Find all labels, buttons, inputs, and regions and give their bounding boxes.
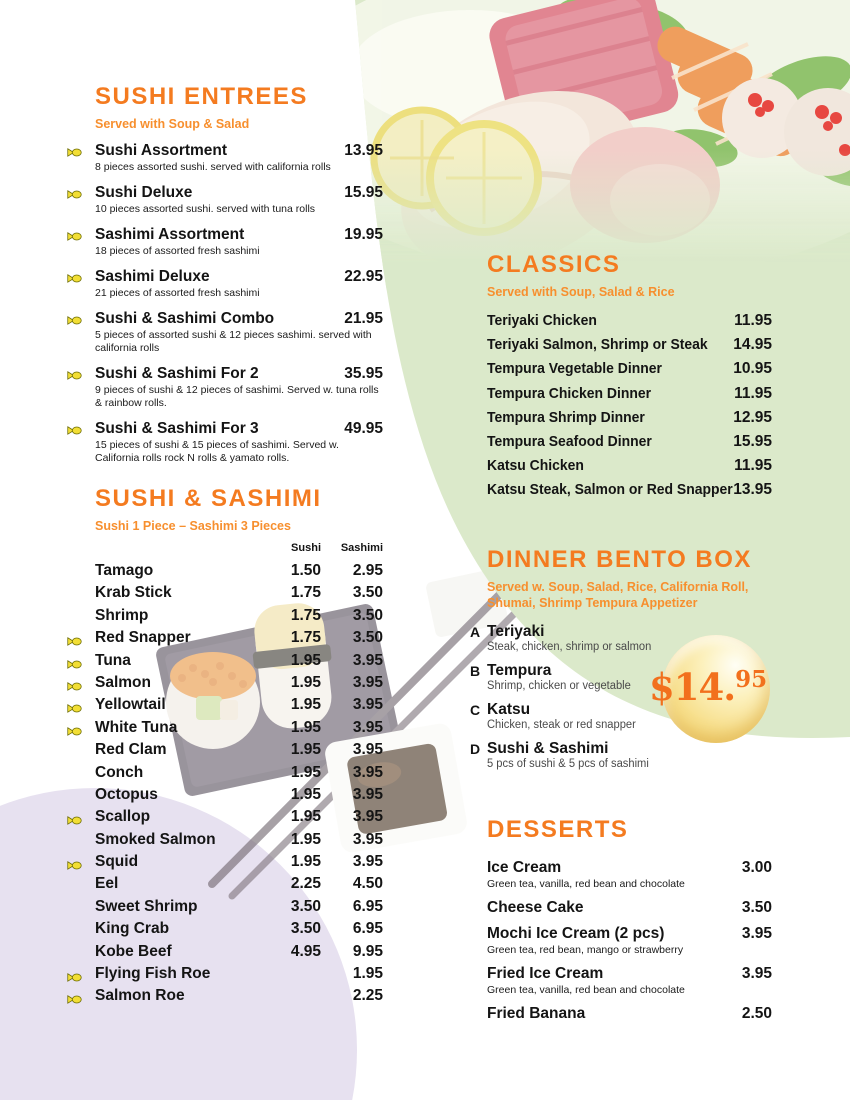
item-letter: D xyxy=(470,741,481,757)
sushi-price: 2.25 xyxy=(290,875,321,893)
section-desserts xyxy=(487,817,772,1031)
item-price: 13.95 xyxy=(733,481,772,499)
item-letter: B xyxy=(470,663,481,679)
section-dinner-bento-box xyxy=(470,547,772,779)
sushi-price: 4.95 xyxy=(290,942,321,960)
item-name: Octopus xyxy=(95,785,158,803)
sashimi-price: 2.95 xyxy=(352,562,383,579)
menu-item-row xyxy=(65,184,383,216)
item-description: Green tea, red bean, mango or strawberry xyxy=(487,944,684,956)
item-description: 18 pieces of assorted fresh sashimi xyxy=(95,245,260,257)
sashimi-price: 3.50 xyxy=(352,584,383,602)
sashimi-price: 4.50 xyxy=(352,875,383,893)
item-name: Smoked Salmon xyxy=(95,830,216,848)
item-description: 10 pieces assorted sushi. served with tuna rolls xyxy=(95,203,316,215)
section-subtitle: Served with Soup & Salad xyxy=(95,117,250,131)
item-name: Mochi Ice Cream (2 pcs) xyxy=(487,925,665,942)
menu-item-row xyxy=(65,943,383,965)
item-price: 12.95 xyxy=(733,408,772,426)
sushi-price: 1.95 xyxy=(290,651,321,669)
item-name: King Crab xyxy=(95,920,170,938)
sushi-price: 1.95 xyxy=(290,808,321,826)
item-price: 3.00 xyxy=(741,859,772,876)
sashimi-price: 3.95 xyxy=(352,808,383,826)
menu-item-row xyxy=(487,457,772,481)
item-description: 9 pieces of sushi & 12 pieces of sashimi. Served w. tuna rolls & rainbow rolls. xyxy=(95,384,379,409)
sushi-price: 1.75 xyxy=(290,629,321,647)
section-subtitle: Served w. Soup, Salad, Rice, California Roll, Shumai, Shrimp Tempura Appetizer xyxy=(487,580,749,610)
menu-item-row xyxy=(487,925,772,957)
item-price: 2.50 xyxy=(741,1005,772,1022)
sashimi-price: 3.95 xyxy=(352,696,383,714)
item-description: Chicken, steak or red snapper xyxy=(487,719,636,731)
item-name: Tempura Chicken Dinner xyxy=(487,384,652,402)
fish-icon xyxy=(67,858,82,869)
item-price: 15.95 xyxy=(733,432,772,450)
menu-item-row xyxy=(65,226,383,258)
fish-icon xyxy=(67,992,82,1003)
price-columns-header xyxy=(65,542,383,562)
section-subtitle: Sushi 1 Piece – Sashimi 3 Pieces xyxy=(95,519,291,533)
item-name: Sushi & Sashimi For 3 xyxy=(95,420,259,437)
menu-item-row xyxy=(487,859,772,891)
item-name: Krab Stick xyxy=(95,584,172,602)
item-price: 15.95 xyxy=(344,184,383,201)
menu-item-row xyxy=(65,965,383,987)
item-name: Yellowtail xyxy=(95,696,166,714)
menu-item-row xyxy=(65,142,383,174)
menu-item-row xyxy=(487,481,772,505)
item-name: Katsu Steak, Salmon or Red Snapper xyxy=(487,481,733,499)
item-description: Green tea, vanilla, red bean and chocolate xyxy=(487,984,685,996)
item-name: Shrimp xyxy=(95,606,149,624)
fish-icon xyxy=(67,970,82,981)
sashimi-price: 3.95 xyxy=(352,673,383,691)
sushi-price: 1.95 xyxy=(290,763,321,781)
section-title: SUSHI ENTREES xyxy=(95,83,308,110)
item-name: Fried Ice Cream xyxy=(487,965,604,982)
item-name: Tempura Seafood Dinner xyxy=(487,432,652,450)
item-name: White Tuna xyxy=(95,718,178,736)
section-title: DESSERTS xyxy=(487,816,629,843)
menu-item-row xyxy=(65,853,383,875)
sashimi-price: 1.95 xyxy=(352,965,383,983)
bento-price-text xyxy=(649,665,767,709)
item-name: Teriyaki Salmon, Shrimp or Steak xyxy=(487,336,708,354)
item-name: Conch xyxy=(95,763,144,781)
item-name: Sashimi Assortment xyxy=(95,226,245,243)
item-price: 11.95 xyxy=(734,457,772,475)
fish-icon xyxy=(67,657,82,668)
fish-icon xyxy=(67,701,82,712)
item-name: Fried Banana xyxy=(487,1005,586,1022)
menu-item-row xyxy=(65,898,383,920)
section-sushi-entrees xyxy=(65,84,383,475)
item-name: Teriyaki Chicken xyxy=(487,312,597,329)
menu-item-row xyxy=(470,740,772,771)
item-name: Sushi Assortment xyxy=(95,142,228,159)
item-description: Steak, chicken, shrimp or salmon xyxy=(487,641,652,653)
menu-item-row xyxy=(65,920,383,942)
sushi-price: 3.50 xyxy=(290,920,321,938)
item-description: Shrimp, chicken or vegetable xyxy=(487,680,631,692)
menu-item-row xyxy=(65,741,383,763)
sushi-price: 1.95 xyxy=(290,830,321,848)
item-name: Sushi & Sashimi Combo xyxy=(95,310,275,327)
sushi-price: 1.95 xyxy=(290,741,321,759)
item-description: 5 pcs of sushi & 5 pcs of sashimi xyxy=(487,758,649,770)
item-name: Tempura Shrimp Dinner xyxy=(487,408,645,426)
fish-icon xyxy=(67,634,82,645)
sushi-price: 1.95 xyxy=(290,696,321,714)
item-description: 15 pieces of sushi & 15 pieces of sashimi. Served w. California rolls rock N rolls & yamato rolls. xyxy=(95,439,339,464)
item-price: 21.95 xyxy=(344,310,383,327)
sashimi-price: 3.95 xyxy=(352,763,383,781)
item-name: Tamago xyxy=(95,562,154,579)
fish-icon xyxy=(67,271,82,282)
item-name: Tempura xyxy=(487,662,552,679)
column-header-sushi: Sushi xyxy=(291,542,321,554)
sashimi-price: 6.95 xyxy=(352,897,383,915)
fish-icon xyxy=(67,724,82,735)
menu-item-row xyxy=(487,409,772,433)
sashimi-price: 3.95 xyxy=(352,853,383,871)
fish-icon xyxy=(67,187,82,198)
section-title: SUSHI & SASHIMI xyxy=(95,485,322,512)
item-description: Green tea, vanilla, red bean and chocolate xyxy=(487,878,685,890)
fish-icon xyxy=(67,423,82,434)
item-description: 8 pieces assorted sushi. served with california rolls xyxy=(95,161,331,173)
menu-item-row xyxy=(65,420,383,465)
item-name: Red Snapper xyxy=(95,629,191,647)
item-name: Scallop xyxy=(95,808,151,826)
menu-item-row xyxy=(470,623,772,654)
item-name: Salmon xyxy=(95,673,151,691)
menu-item-row xyxy=(65,562,383,584)
sushi-price: 1.50 xyxy=(290,562,321,579)
menu-item-row xyxy=(487,360,772,384)
menu-item-row xyxy=(65,674,383,696)
menu-item-row xyxy=(65,607,383,629)
section-classics xyxy=(487,252,772,506)
sushi-price: 1.95 xyxy=(290,853,321,871)
item-name: Sweet Shrimp xyxy=(95,897,198,915)
item-name: Tempura Vegetable Dinner xyxy=(487,360,662,378)
fish-icon xyxy=(67,679,82,690)
section-title: DINNER BENTO BOX xyxy=(487,546,752,573)
item-name: Sushi & Sashimi xyxy=(487,740,609,757)
menu-item-row xyxy=(487,899,772,917)
menu-item-row xyxy=(65,629,383,651)
section-title: CLASSICS xyxy=(487,251,621,278)
item-name: Squid xyxy=(95,853,139,871)
sushi-price: 3.50 xyxy=(290,897,321,915)
item-price: 11.95 xyxy=(734,384,772,402)
sashimi-price: 6.95 xyxy=(352,920,383,938)
sashimi-price: 9.95 xyxy=(352,942,383,960)
item-name: Red Clam xyxy=(95,741,167,759)
item-price: 22.95 xyxy=(344,268,383,285)
item-price: 11.95 xyxy=(734,312,772,329)
item-name: Cheese Cake xyxy=(487,899,584,916)
fish-icon xyxy=(67,313,82,324)
sashimi-price: 3.95 xyxy=(352,651,383,669)
menu-item-row xyxy=(487,312,772,336)
item-price: 3.95 xyxy=(741,925,772,942)
menu-item-row xyxy=(487,336,772,360)
menu-item-row xyxy=(487,433,772,457)
item-price: 19.95 xyxy=(344,226,383,243)
item-price: 3.50 xyxy=(741,899,772,916)
fish-icon xyxy=(67,229,82,240)
item-description: 5 pieces of assorted sushi & 12 pieces sashimi. served with california rolls xyxy=(95,329,372,354)
fish-icon xyxy=(67,368,82,379)
item-name: Ice Cream xyxy=(487,859,562,876)
menu-item-row xyxy=(65,987,383,1009)
menu-item-row xyxy=(65,875,383,897)
sashimi-price: 3.95 xyxy=(352,785,383,803)
item-description: 21 pieces of assorted fresh sashimi xyxy=(95,287,260,299)
item-name: Salmon Roe xyxy=(95,987,185,1005)
menu-item-row xyxy=(65,786,383,808)
menu-item-row xyxy=(65,764,383,786)
item-name: Sashimi Deluxe xyxy=(95,268,210,285)
fish-icon xyxy=(67,145,82,156)
menu-item-row xyxy=(65,652,383,674)
item-name: Teriyaki xyxy=(487,623,545,640)
sushi-price: 1.95 xyxy=(290,718,321,736)
sashimi-price: 3.50 xyxy=(352,629,383,647)
item-name: Tuna xyxy=(95,651,131,669)
item-letter: A xyxy=(470,624,481,640)
sashimi-price: 3.95 xyxy=(352,718,383,736)
item-name: Eel xyxy=(95,875,119,893)
menu-item-row xyxy=(487,965,772,997)
fish-icon xyxy=(67,813,82,824)
sashimi-price: 3.50 xyxy=(352,606,383,624)
badge-price-sup: 95 xyxy=(735,666,768,693)
item-price: 35.95 xyxy=(344,365,383,382)
menu-item-row xyxy=(65,584,383,606)
menu-item-row xyxy=(65,808,383,830)
item-name: Katsu xyxy=(487,701,531,718)
column-header-sashimi: Sashimi xyxy=(340,542,383,554)
menu-item-row xyxy=(65,831,383,853)
item-name: Kobe Beef xyxy=(95,942,172,960)
badge-price-main: $14. xyxy=(649,665,736,709)
sashimi-price: 3.95 xyxy=(352,830,383,848)
sushi-price: 1.75 xyxy=(290,606,321,624)
item-name: Flying Fish Roe xyxy=(95,965,211,983)
sushi-price: 1.75 xyxy=(290,584,321,602)
item-price: 10.95 xyxy=(733,360,772,378)
item-letter: C xyxy=(470,702,481,718)
sushi-price: 1.95 xyxy=(290,785,321,803)
sashimi-price: 3.95 xyxy=(352,741,383,759)
menu-item-row xyxy=(65,719,383,741)
item-price: 14.95 xyxy=(733,336,772,354)
menu-item-row xyxy=(65,310,383,355)
sashimi-price: 2.25 xyxy=(352,987,383,1005)
item-price: 13.95 xyxy=(344,142,383,159)
menu-item-row xyxy=(65,268,383,300)
item-name: Katsu Chicken xyxy=(487,457,584,475)
sushi-price: 1.95 xyxy=(290,673,321,691)
item-name: Sushi & Sashimi For 2 xyxy=(95,365,259,382)
item-name: Sushi Deluxe xyxy=(95,184,193,201)
menu-item-row xyxy=(65,365,383,410)
item-price: 3.95 xyxy=(741,965,772,982)
menu-item-row xyxy=(65,696,383,718)
section-subtitle: Served with Soup, Salad & Rice xyxy=(487,285,675,299)
item-price: 49.95 xyxy=(344,420,383,437)
menu-item-row xyxy=(487,385,772,409)
menu-item-row xyxy=(487,1005,772,1023)
section-sushi-sashimi xyxy=(65,486,383,1010)
